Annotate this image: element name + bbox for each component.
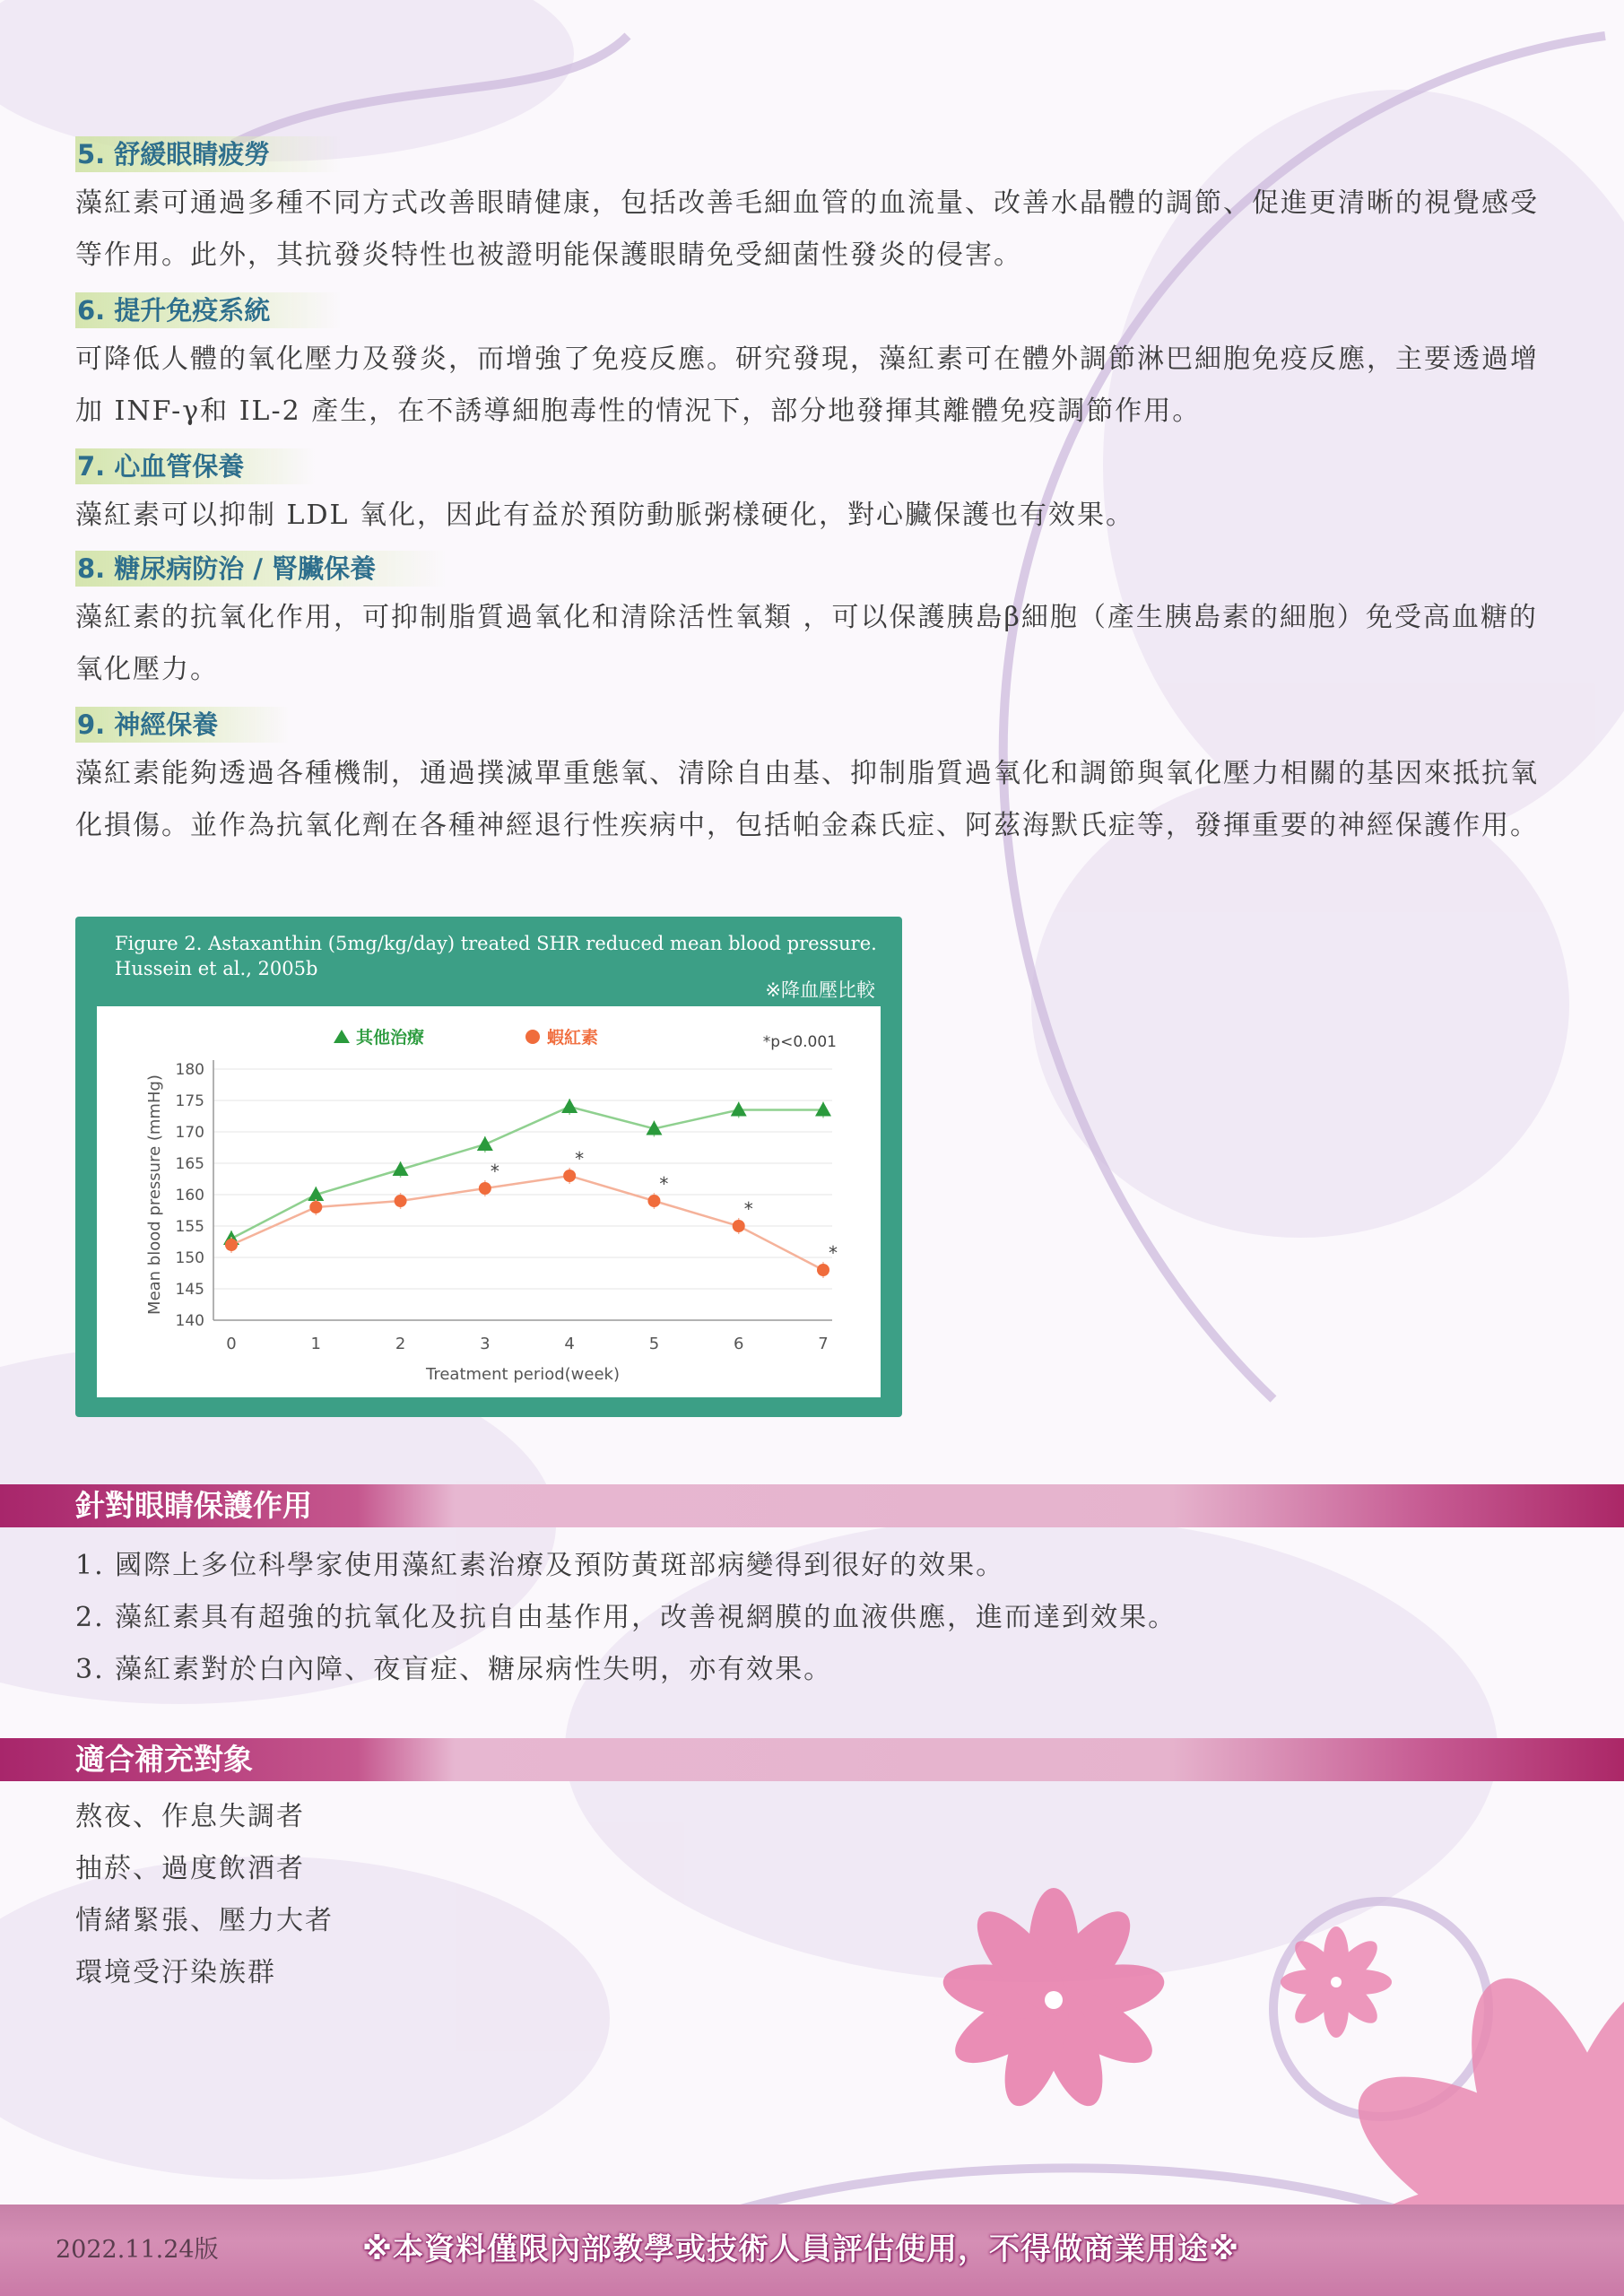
x-tick-label: 3 bbox=[480, 1335, 491, 1353]
section-6-heading: 6. 提升免疫系統 bbox=[75, 292, 342, 328]
suitable-item-3: 情緒緊張、壓力大者 bbox=[75, 1905, 334, 1936]
eye-item-3: 3. 藻紅素對於白內障、夜盲症、糖尿病性失明，亦有效果。 bbox=[75, 1654, 833, 1685]
data-point-circle bbox=[225, 1239, 238, 1251]
suitable-item-2: 抽菸、過度飲酒者 bbox=[75, 1853, 305, 1884]
suitable-section-title: 適合補充對象 bbox=[75, 1742, 253, 1777]
x-tick-label: 6 bbox=[733, 1335, 744, 1353]
y-tick-label: 175 bbox=[175, 1092, 204, 1110]
legend-marker-triangle bbox=[334, 1030, 350, 1043]
figure-caption-line-2: Hussein et al., 2005b bbox=[115, 958, 318, 979]
y-tick-label: 180 bbox=[175, 1061, 204, 1079]
significance-star: * bbox=[490, 1161, 499, 1182]
suitable-item-1: 熬夜、作息失調者 bbox=[75, 1801, 305, 1832]
x-tick-label: 4 bbox=[564, 1335, 575, 1353]
line-chart bbox=[97, 1006, 881, 1397]
footer-disclaimer: ※本資料僅限內部教學或技術人員評估使用，不得做商業用途※ bbox=[362, 2231, 1240, 2267]
suitable-section-band bbox=[0, 1738, 1624, 1781]
y-tick-label: 170 bbox=[175, 1124, 204, 1142]
data-point-circle bbox=[309, 1201, 322, 1213]
y-tick-label: 165 bbox=[175, 1155, 204, 1173]
data-point-circle bbox=[563, 1170, 576, 1182]
legend-label-other-treatment: 其他治療 bbox=[356, 1028, 425, 1048]
significance-note: *p<0.001 bbox=[762, 1033, 837, 1051]
x-tick-label: 1 bbox=[310, 1335, 322, 1353]
x-tick-label: 7 bbox=[818, 1335, 829, 1353]
data-point-circle bbox=[479, 1182, 491, 1195]
y-tick-label: 145 bbox=[175, 1281, 204, 1299]
eye-item-2: 2. 藻紅素具有超強的抗氧化及抗自由基作用，改善視網膜的血液供應，進而達到效果。 bbox=[75, 1602, 1177, 1633]
legend-label-astaxanthin: 蝦紅素 bbox=[547, 1028, 599, 1048]
x-tick-label: 5 bbox=[648, 1335, 660, 1353]
eye-item-1: 1. 國際上多位科學家使用藻紅素治療及預防黃斑部病變得到很好的效果。 bbox=[75, 1550, 1005, 1581]
significance-star: * bbox=[743, 1198, 753, 1220]
figure-caption bbox=[115, 931, 877, 981]
y-tick-label: 140 bbox=[175, 1312, 204, 1330]
footer bbox=[0, 2205, 1624, 2296]
figure-note: ※降血壓比較 bbox=[765, 979, 875, 1001]
section-7-text: 藻紅素可以抑制 LDL 氧化，因此有益於預防動脈粥樣硬化，對心臟保護也有效果。 bbox=[75, 500, 1134, 531]
section-8-heading: 8. 糖尿病防治 / 腎臟保養 bbox=[75, 551, 447, 587]
eye-section-band bbox=[0, 1484, 1624, 1527]
data-point-triangle bbox=[477, 1136, 493, 1151]
section-9-heading: 9. 神經保養 bbox=[75, 707, 290, 743]
y-tick-label: 155 bbox=[175, 1218, 204, 1236]
y-axis-label: Mean blood pressure (mmHg) bbox=[145, 1074, 164, 1315]
section-5-heading: 5. 舒緩眼睛疲勞 bbox=[75, 136, 342, 172]
chart-plot-area bbox=[97, 1006, 881, 1397]
x-axis-label: Treatment period(week) bbox=[426, 1365, 620, 1384]
significance-star: * bbox=[659, 1173, 669, 1195]
section-6-text: 可降低人體的氧化壓力及發炎，而增強了免疫反應。研究發現，藻紅素可在體外調節淋巴細胞免疫反應，主要透過增加 INF-γ和 IL-2 產生，在不誘導細胞毒性的情況下，部分地發揮其離體免疫調節作用。 bbox=[75, 344, 1539, 427]
y-tick-label: 160 bbox=[175, 1187, 204, 1205]
y-tick-label: 150 bbox=[175, 1249, 204, 1267]
significance-star: * bbox=[575, 1148, 585, 1170]
x-tick-label: 0 bbox=[226, 1335, 237, 1353]
data-point-circle bbox=[733, 1220, 745, 1232]
section-5-text: 藻紅素可通過多種不同方式改善眼睛健康，包括改善毛細血管的血流量、改善水晶體的調節、促進更清晰的視覺感受等作用。此外，其抗發炎特性也被證明能保護眼睛免受細菌性發炎的侵害。 bbox=[75, 187, 1539, 271]
suitable-item-4: 環境受汙染族群 bbox=[75, 1957, 276, 1988]
series-line-0 bbox=[231, 1107, 823, 1239]
data-point-circle bbox=[817, 1264, 829, 1276]
legend-marker-circle bbox=[525, 1030, 540, 1044]
section-7-heading: 7. 心血管保養 bbox=[75, 448, 316, 484]
footer-date: 2022.11.24版 bbox=[56, 2236, 219, 2264]
data-point-circle bbox=[647, 1195, 660, 1207]
eye-section-title: 針對眼睛保護作用 bbox=[75, 1488, 312, 1523]
section-9-text: 藻紅素能夠透過各種機制，通過撲滅單重態氧、清除自由基、抑制脂質過氧化和調節與氧化壓力相關的基因來抵抗氧化損傷。並作為抗氧化劑在各種神經退行性疾病中，包括帕金森氏症、阿茲海默氏症等，發揮重要的神經保護作用。 bbox=[75, 758, 1539, 841]
section-8-text: 藻紅素的抗氧化作用，可抑制脂質過氧化和清除活性氧類 ，可以保護胰島β細胞（產生胰島素的細胞）免受高血糖的氧化壓力。 bbox=[75, 602, 1538, 685]
significance-star: * bbox=[829, 1242, 838, 1264]
figure-blood-pressure bbox=[75, 917, 902, 1417]
x-tick-label: 2 bbox=[395, 1335, 406, 1353]
data-point-circle bbox=[395, 1195, 407, 1207]
figure-caption-line-1: Figure 2. Astaxanthin (5mg/kg/day) treated SHR reduced mean blood pressure. bbox=[115, 933, 877, 954]
